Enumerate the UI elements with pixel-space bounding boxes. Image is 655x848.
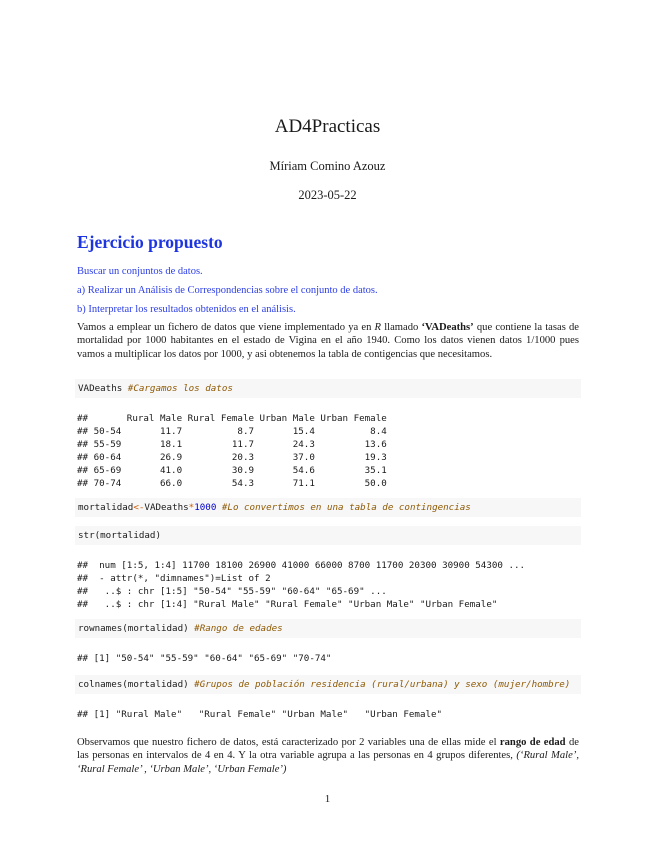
task-link-3[interactable]: b) Interpretar los resultados obtenidos en el análisis. [77,304,296,315]
code-block-rownames: rownames(mortalidad) #Rango de edades [75,619,581,638]
output-colnames: ## [1] "Rural Male" "Rural Female" "Urban Male" "Urban Female" [77,709,443,720]
output-line: ## ..$ : chr [1:5] "50-54" "55-59" "60-64" "65-69" ... [77,585,387,597]
output-line: ## 50-54 11.7 8.7 15.4 8.4 [77,425,387,437]
output-line: ## Rural Male Rural Female Urban Male Urban Female [77,413,387,424]
code-block-load-data: VADeaths #Cargamos los datos [75,379,581,398]
page-number: 1 [324,793,331,805]
document-title: AD4Practicas [274,116,381,137]
output-vadeaths-table [77,413,387,490]
output-line: ## - attr(*, "dimnames")=List of 2 [77,572,271,584]
output-line: ## num [1:5, 1:4] 11700 18100 26900 41000 66000 8700 11700 20300 30900 54300 ... [77,560,526,571]
output-line: ## 55-59 18.1 11.7 24.3 13.6 [77,438,387,450]
task-link-2[interactable]: a) Realizar un Análisis de Correspondencias sobre el conjunto de datos. [77,285,378,296]
output-line: ## 65-69 41.0 30.9 54.6 35.1 [77,464,387,476]
output-line: ## ..$ : chr [1:4] "Rural Male" "Rural Female" "Urban Male" "Urban Female" [77,598,498,610]
code-block-colnames: colnames(mortalidad) #Grupos de población residencia (rural/urbana) y sexo (mujer/hombre) [75,675,581,694]
task-link-1[interactable]: Buscar un conjuntos de datos. [77,266,203,277]
document-author: Míriam Comino Azouz [269,159,386,173]
output-line: ## 70-74 66.0 54.3 71.1 50.0 [77,477,387,489]
output-line: ## 60-64 26.9 20.3 37.0 19.3 [77,451,387,463]
intro-paragraph: Vamos a emplear un fichero de datos que viene implementado ya en R llamado ‘VADeaths’ que contiene la tasas de mortalidad por 1000 habitantes en el estado de Vigina en el año 1940. Como los datos vienen datos 1/1000 pues vamos a multiplicar los datos por 1000, y asi obtenemos la tabla de contigencias que necesitamos. [77,322,579,360]
document-date: 2023-05-22 [298,188,357,202]
output-str [77,560,525,612]
closing-paragraph: Observamos que nuestro fichero de datos, está caracterizado por 2 variables una de ellas mide el rango de edad de las personas en intervalos de 4 en 4. Y la otra variable agrupa a las personas en 4 grupos diferentes, (‘Rural Male’, ‘Rural Female’ , ‘Urban Male’, ‘Urban Female’) [77,737,579,775]
output-rownames: ## [1] "50-54" "55-59" "60-64" "65-69" "70-74" [77,653,332,664]
code-block-str: str(mortalidad) [75,526,581,545]
code-block-convert: mortalidad<-VADeaths*1000 #Lo convertimos en una tabla de contingencias [75,498,581,517]
section-heading: Ejercicio propuesto [77,232,223,252]
